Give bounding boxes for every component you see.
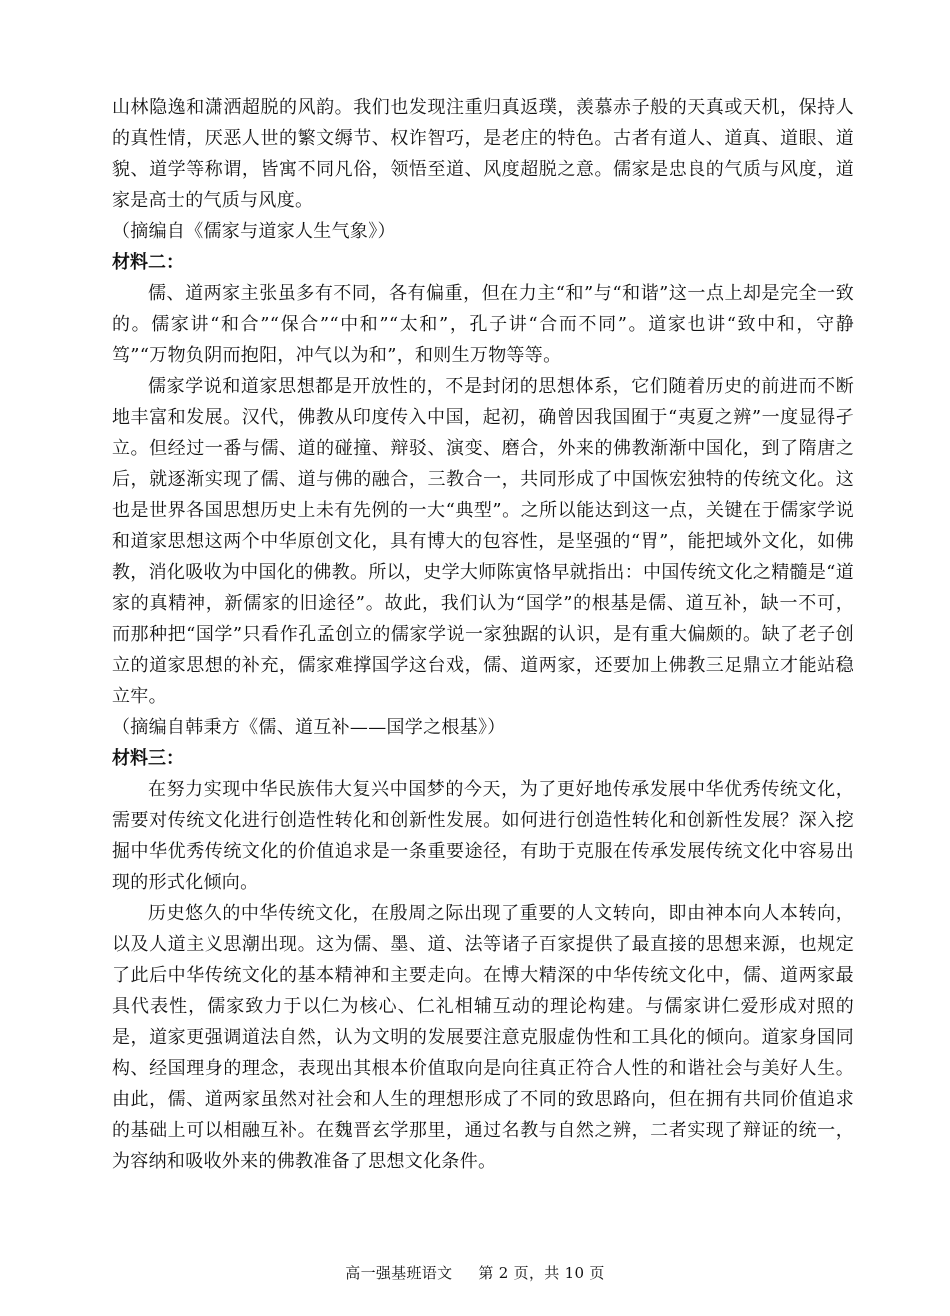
footer-course: 高一强基班语文 (345, 1264, 453, 1282)
material-two-heading: 材料二： (112, 252, 184, 273)
material-one-source: （摘编自《儒家与道家人生气象》） (112, 221, 396, 242)
material-two-paragraph-2: 儒家学说和道家思想都是开放性的，不是封闭的思想体系，它们随着历史的前进而不断地丰富和发展。汉代，佛教从印度传入中国，起初，确曾因我国囿于“夷夏之辨”一度显得孑立。但经过一番与儒、道的碰撞、辩驳、演变、磨合，外来的佛教渐渐中国化，到了隋唐之后，就逐渐实现了儒、道与佛的融合，三教合一，共同形成了中国恢宏独特的传统文化。这也是世界各国思想历史上未有先例的一大“典型”。之所以能达到这一点，关键在于儒家学说和道家思想这两个中华原创文化，具有博大的包容性，是坚强的“胃”，能把域外文化，如佛教，消化吸收为中国化的佛教。所以，史学大师陈寅恪早就指出：中国传统文化之精髓是“道家的真精神，新儒家的旧途径”。故此，我们认为“国学”的根基是儒、道互补，缺一不可，而那种把“国学”只看作孔孟创立的儒家学说一家独踞的认识，是有重大偏颇的。缺了老子创立的道家思想的补充，儒家难撑国学这台戏，儒、道两家，还要加上佛教三足鼎立才能站稳立牢。 (112, 376, 854, 707)
page-footer (0, 1262, 950, 1283)
material-two-paragraph-1: 儒、道两家主张虽多有不同，各有偏重，但在力主“和”与“和谐”这一点上却是完全一致的。儒家讲“和合”“保合”“中和”“太和”，孔子讲“合而不同”。道家也讲“致中和，守静笃”“万物负阴而抱阳，冲气以为和”，和则生万物等等。 (112, 283, 854, 366)
material-three-heading: 材料三： (112, 748, 184, 769)
material-two-source: （摘编自韩秉方《儒、道互补——国学之根基》） (112, 717, 506, 738)
material-three-paragraph-1: 在努力实现中华民族伟大复兴中国梦的今天，为了更好地传承发展中华优秀传统文化，需要对传统文化进行创造性转化和创新性发展。如何进行创造性转化和创新性发展？深入挖掘中华优秀传统文化的价值追求是一条重要途径，有助于克服在传承发展传统文化中容易出现的形式化倾向。 (112, 779, 854, 893)
document-page (112, 92, 854, 1177)
material-one-paragraph: 山林隐逸和潇洒超脱的风韵。我们也发现注重归真返璞，羡慕赤子般的天真或天机，保持人的真性情，厌恶人世的繁文缛节、权诈智巧，是老庄的特色。古者有道人、道真、道眼、道貌、道学等称谓，皆寓不同凡俗，领悟至道、风度超脱之意。儒家是忠良的气质与风度，道家是高士的气质与风度。 (112, 97, 854, 211)
footer-page-number: 第 2 页，共 10 页 (478, 1264, 605, 1282)
material-three-paragraph-2: 历史悠久的中华传统文化，在殷周之际出现了重要的人文转向，即由神本向人本转向，以及人道主义思潮出现。这为儒、墨、道、法等诸子百家提供了最直接的思想来源，也规定了此后中华传统文化的基本精神和主要走向。在博大精深的中华传统文化中，儒、道两家最具代表性，儒家致力于以仁为核心、仁礼相辅互动的理论构建。与儒家讲仁爱形成对照的是，道家更强调道法自然，认为文明的发展要注意克服虚伪性和工具化的倾向。道家身国同构、经国理身的理念，表现出其根本价值取向是向往真正符合人性的和谐社会与美好人生。由此，儒、道两家虽然对社会和人生的理想形成了不同的致思路向，但在拥有共同价值追求的基础上可以相融互补。在魏晋玄学那里，通过名教与自然之辨，二者实现了辩证的统一，为容纳和吸收外来的佛教准备了思想文化条件。 (112, 903, 854, 1172)
